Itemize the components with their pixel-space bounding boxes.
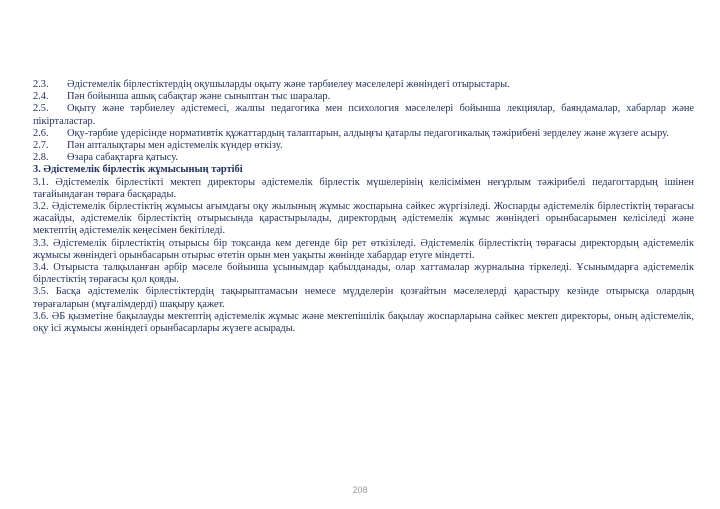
paragraph: 3.6. ӘБ қызметіне бақылауды мектептің әдістемелік жұмыс және мектепішілік бақылау жоспарларына сәйкес мектеп директоры, оның әдістемелік, оқу ісі жұмысы жөніндегі орынбасарлары жүзеге асырады. <box>33 310 694 335</box>
paragraph: 3.3. Әдістемелік бірлестіктің отырысы бір тоқсанда кем дегенде бір рет өткізіледі. Әдістемелік бірлестіктің төрағасы директордың әдістемелік жұмысы жөніндегі орынбасарын отырыс өтетін орын мен уақыты жөнінде хабардар етуге міндетті. <box>33 237 694 261</box>
section-heading: 3. Әдістемелік бірлестік жұмысының тәртібі <box>33 164 243 176</box>
list-item <box>33 152 694 164</box>
paragraph: 3.1. Әдістемелік бірлестікті мектеп директоры әдістемелік бірлестік мүшелерінің келісімімен неғұрлым тәжірибелі педагогтардың ішінен тағайындаған төраға басқарады. <box>33 176 694 200</box>
item-number: 2.3. <box>33 79 49 90</box>
paragraph: 3.5. Басқа әдістемелік бірлестіктердің тақырыптамасын немесе мүдделерін қозғайтын мәселелерді қарастыру кезінде отырысқа олардың төрағаларын (мұғалімдерді) шақыру қажет. <box>33 286 694 310</box>
list-item <box>33 91 694 103</box>
item-text: Пән апталықтары мен әдістемелік күндер өткізу. <box>67 140 283 152</box>
item-number: 2.5. <box>33 103 49 115</box>
list-item <box>33 79 694 91</box>
item-text: Оқыту және тәрбиелеу әдістемесі, жалпы педагогика мен психология мәселелері бойынша лекциялар, баяндамалар, хабарлар және пікірталастар. <box>33 103 694 127</box>
item-number: 2.4. <box>33 91 49 103</box>
item-number: 2.8. <box>33 152 49 164</box>
paragraph: 3.2. Әдістемелік бірлестіктің жұмысы ағымдағы оқу жылының жұмыс жоспарына сәйкес жүргізіледі. Жоспарды әдістемелік бірлестіктің төрағасы жасайды, әдістемелік бірлестіктің отырысында қарастырылады, директордың әдістемелік жұмыс жөніндегі орынбасарымен келісіледі және мектептің әдістемелік кеңесімен бекітіледі. <box>33 201 694 237</box>
list-item <box>33 128 694 140</box>
item-number: 2.6. <box>33 127 49 139</box>
document-body <box>33 79 694 335</box>
item-text: Пән бойынша ашық сабақтар және сыныптан тыс шаралар. <box>67 91 331 103</box>
item-number: 2.7. <box>33 140 49 152</box>
list-item <box>33 140 694 152</box>
item-text: Өзара сабақтарға қатысу. <box>67 152 179 164</box>
list-item <box>33 103 694 127</box>
paragraph: 3.4. Отырыста талқыланған әрбір мәселе бойынша ұсынымдар қабылданады, олар хаттамалар журналына тіркеледі. Ұсынымдарға әдістемелік бірлестіктің төрағасы қол қояды. <box>33 262 694 286</box>
page-number: 208 <box>352 485 368 495</box>
item-text: Оқу-тәрбие үдерісінде нормативтік құжаттардың талаптарын, алдыңғы қатарлы педагогикалық тәжірибені зерделеу және жүзеге асыру. <box>67 127 669 139</box>
item-text: Әдістемелік бірлестіктердің оқушыларды оқыту және тәрбиелеу мәселелері жөніндегі отырыстары. <box>67 79 510 90</box>
